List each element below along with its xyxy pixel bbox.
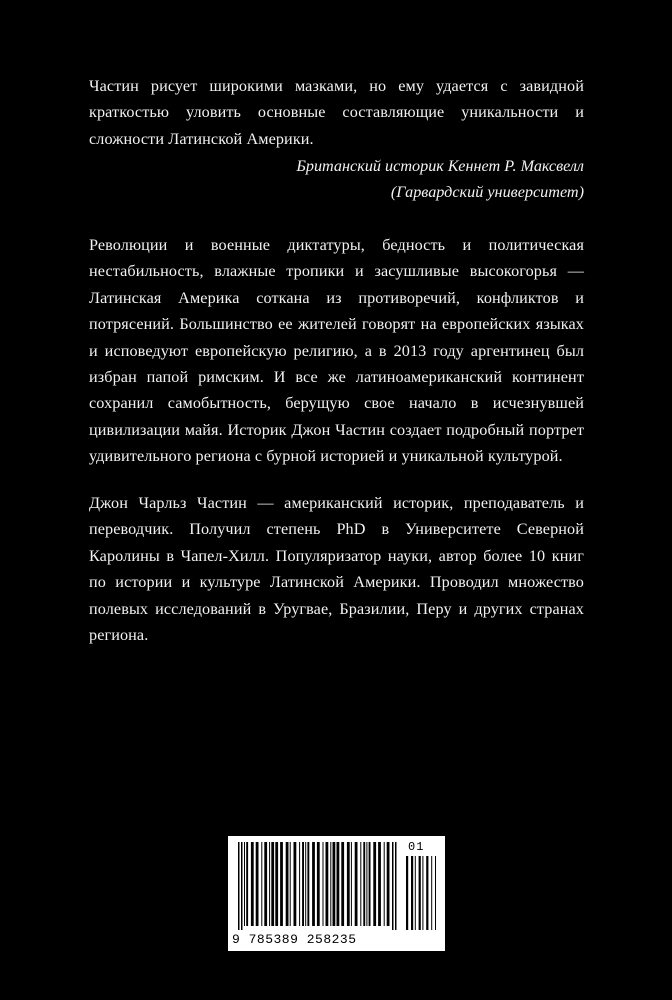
barcode-bar: [337, 842, 340, 926]
barcode-bar: [241, 842, 243, 930]
barcode-bar: [302, 842, 304, 926]
barcode-bar: [264, 842, 267, 926]
barcode-bar: [395, 842, 397, 930]
barcode-bar: [323, 842, 324, 926]
barcode-bar: [369, 842, 371, 926]
isbn-barcode: [228, 836, 445, 951]
barcode-bar: [256, 842, 259, 926]
barcode-bar: [333, 842, 336, 926]
barcode-bar: [312, 842, 315, 926]
barcode-bar: [351, 842, 352, 926]
review-quote: [89, 73, 584, 152]
barcode-bar: [269, 842, 270, 926]
barcode-bar: [341, 842, 344, 926]
barcode-bar: [363, 842, 365, 926]
barcode-bar: [286, 842, 289, 926]
author-bio-text: Джон Чарльз Частин — американский историк, преподаватель и переводчик. Получил степень PhD в Университете Северной Каролины в Чапел-Хилл. Популяризатор науки, автор более 10 книг по истории и культуре Латинской Америки. Проводил множество полевых исследований в Уругвае, Бразилии, Перу и других странах региона.: [89, 494, 584, 645]
review-attribution: [124, 153, 584, 206]
barcode-bar: [347, 842, 350, 926]
barcode-bar: [435, 856, 436, 930]
barcode-bar: [280, 842, 283, 926]
barcode-bar: [294, 842, 297, 926]
barcode-bar: [366, 842, 367, 926]
author-bio: [89, 490, 584, 648]
barcode-bar: [419, 856, 421, 930]
barcode-bar: [415, 856, 416, 930]
barcode-number: 9 785389 258235: [232, 932, 357, 947]
barcode-bar: [426, 856, 428, 930]
barcode-bar: [261, 842, 262, 926]
barcode-bar: [251, 842, 254, 926]
barcode-bar: [238, 842, 240, 930]
barcode-bar: [387, 842, 390, 926]
barcode-bar: [355, 842, 358, 926]
barcode-bar: [307, 842, 309, 926]
barcode-bar: [244, 842, 245, 926]
barcode-bar: [299, 842, 300, 926]
barcode-bar: [305, 842, 306, 926]
barcode-bar: [246, 842, 248, 926]
barcode-bar: [275, 842, 278, 926]
barcode-bar: [317, 842, 320, 926]
barcode-bar: [384, 842, 385, 926]
barcode-bar: [378, 842, 381, 926]
barcode-bar: [422, 856, 423, 930]
barcode-bar: [360, 842, 361, 926]
review-quote-text: Частин рисует широкими мазками, но ему удается с завидной краткостью уловить основные составляющие уникальности и сложности Латинской Америки.: [89, 77, 584, 148]
review-author-affiliation: (Гарвардский университет): [390, 183, 584, 202]
barcode-bar: [406, 856, 408, 930]
barcode-bar: [330, 842, 331, 926]
barcode-bar: [373, 842, 376, 926]
barcode-addon-number: 01: [408, 840, 425, 854]
barcode-bar: [392, 842, 394, 930]
book-description: [89, 232, 584, 470]
barcode-bar: [326, 842, 329, 926]
book-description-text: Революции и военные диктатуры, бедность и политическая нестабильность, влажные тропики и засушливые высокогорья — Латинская Америка соткана из противоречий, конфликтов и потрясений. Большинство ее жителей говорят на европейских языках и исповедуют европейскую религию, а в 2013 году аргентинец был избран папой римским. И все же латиноамериканский континент сохранил самобытность, берущую свое начало в исчезнувшей цивилизации майя. Историк Джон Частин создает подробный портрет удивительного региона с бурной историей и уникальной культурой.: [89, 236, 584, 466]
barcode-bar: [271, 842, 274, 926]
barcode-bar: [411, 856, 413, 930]
barcode-bar: [290, 842, 291, 926]
review-author: Британский историк Кеннет Р. Максвелл: [296, 157, 584, 175]
barcode-bar: [431, 856, 432, 930]
